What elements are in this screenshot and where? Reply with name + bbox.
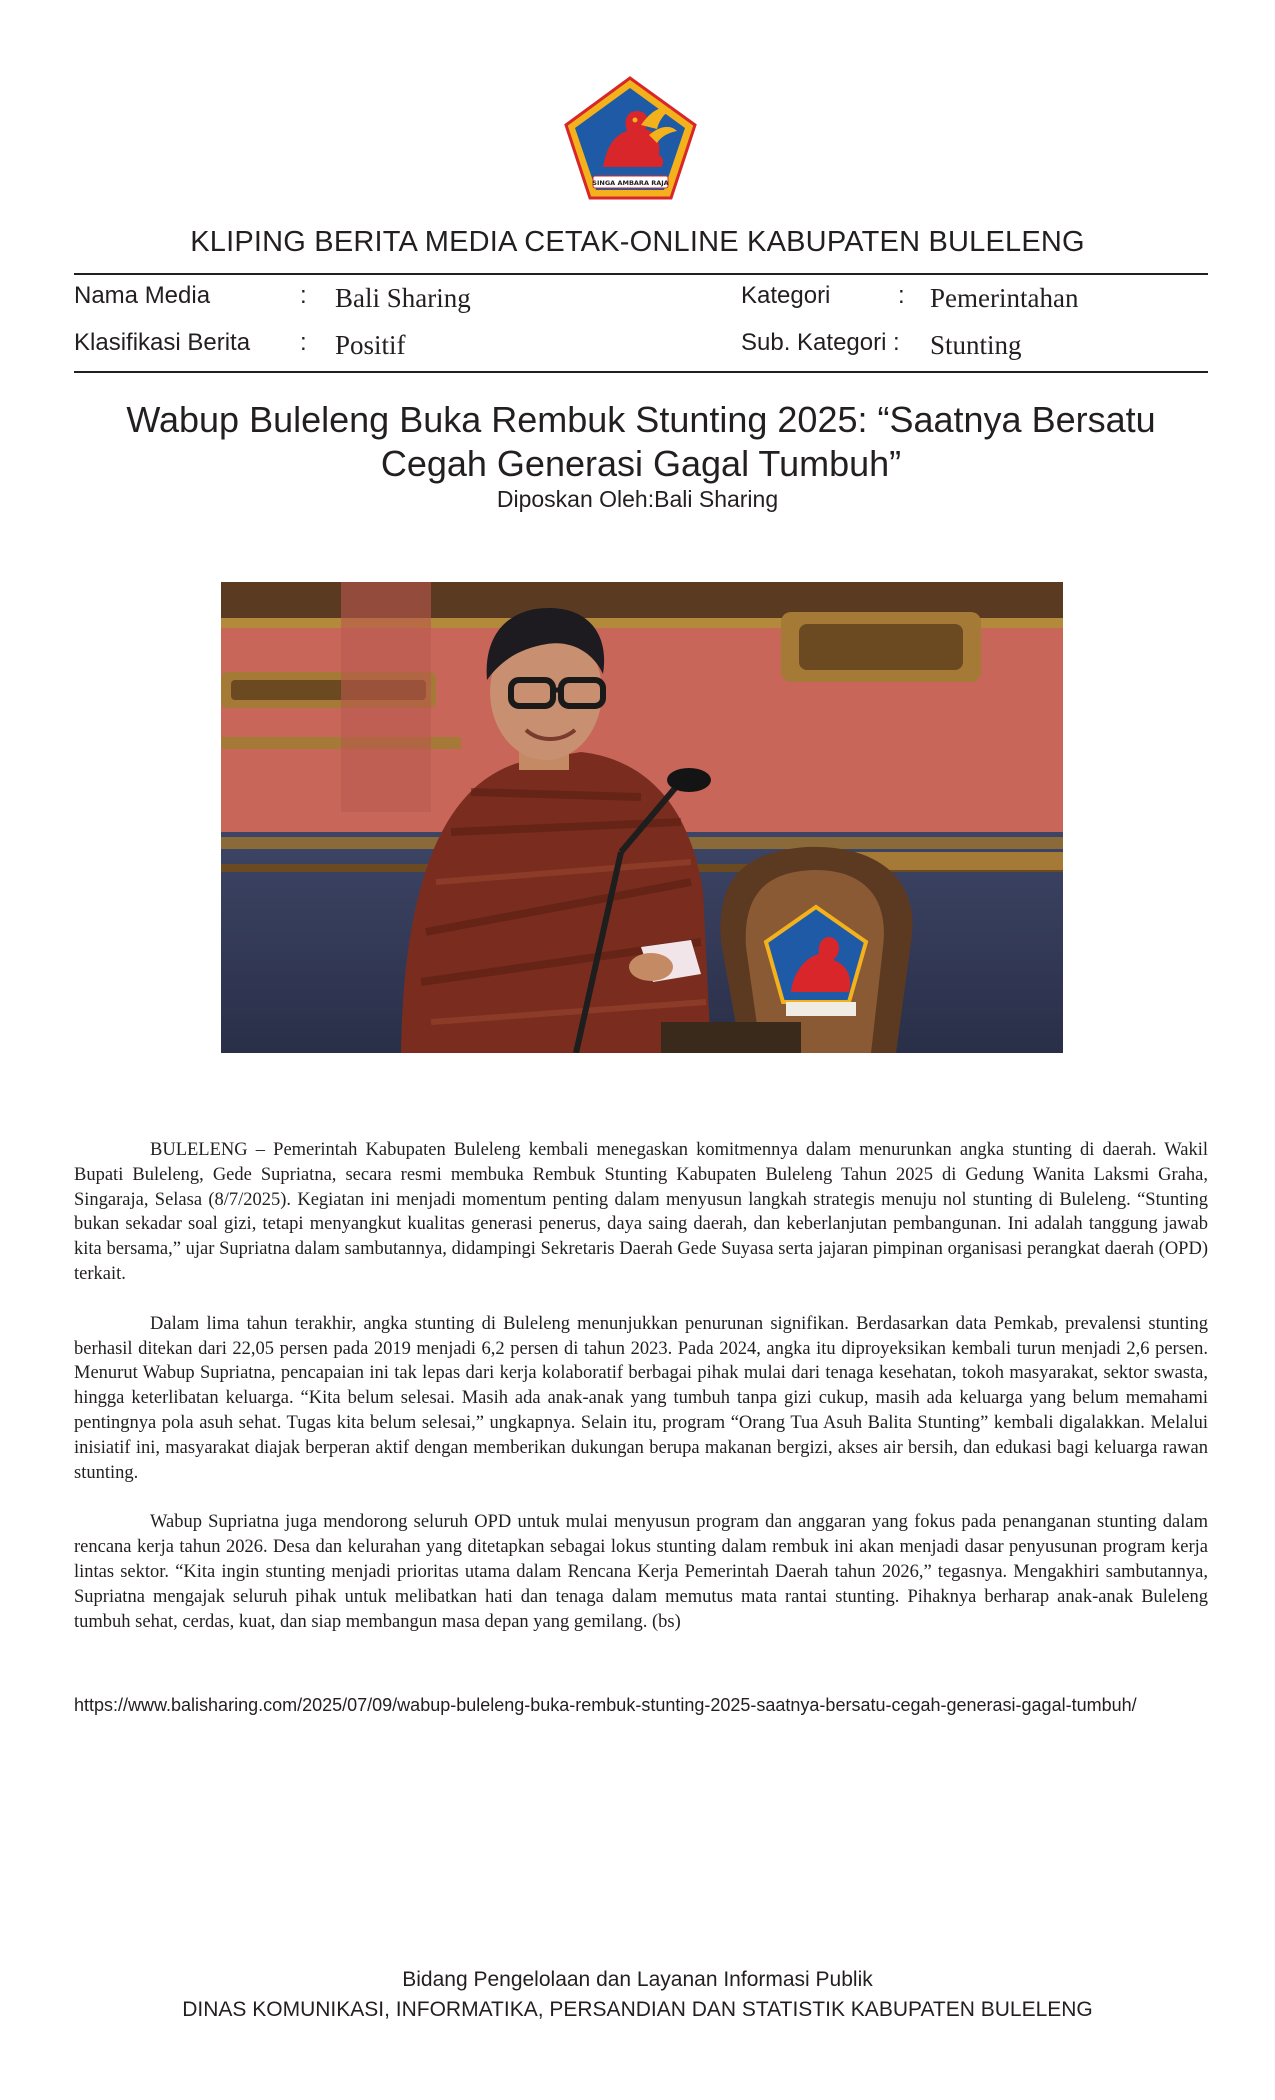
article-paragraph-2: Dalam lima tahun terakhir, angka stunting di Buleleng menunjukkan penurunan signifikan. Berdasarkan data Pemkab, prevalensi stunting berhasil ditekan dari 22,05 persen pada 2019 menjadi 6,2 persen di tahun 2023. Pada 2024, angka itu diproyeksikan kembali turun menjadi 2,6 persen. Menurut Wabup Supriatna, pencapaian ini tak lepas dari kerja kolaboratif berbagai pihak mulai dari tenaga kesehatan, tokoh masyarakat, sektor swasta, hingga keterlibatan keluarga. “Kita belum selesai. Masih ada anak-anak yang tumbuh tanpa gizi cukup, masih ada keluarga yang belum memahami pentingnya pola asuh sehat. Tugas kita belum selesai,” ungkapnya. Selain itu, program “Orang Tua Asuh Balita Stunting” kembali digalakkan. Melalui inisiatif ini, masyarakat diajak berperan aktif dengan memberikan dukungan berupa makanan bergizi, akses air bersih, dan edukasi bagi keluarga rawan stunting. — [74, 1313, 1208, 1483]
media-name-label: Nama Media — [74, 282, 211, 309]
emblem-motto: SINGA AMBARA RAJA — [592, 179, 669, 187]
subcategory-separator: : — [893, 329, 900, 356]
article-photo — [221, 582, 1063, 1053]
subcategory-label: Sub. Kategori — [741, 329, 887, 356]
footer-agency-name: DINAS KOMUNIKASI, INFORMATIKA, PERSANDIAN DAN STATISTIK KABUPATEN BULELENG — [182, 1998, 1093, 2021]
article-byline: Diposkan Oleh:Bali Sharing — [496, 486, 779, 512]
subcategory-value: Stunting — [930, 330, 1022, 360]
article-paragraph-1: BULELENG – Pemerintah Kabupaten Buleleng kembali menegaskan komitmennya dalam menurunkan angka stunting di daerah. Wakil Bupati Buleleng, Gede Supriatna, secara resmi membuka Rembuk Stunting Kabupaten Buleleng Tahun 2025 di Gedung Wanita Laksmi Graha, Singaraja, Selasa (8/7/2025). Kegiatan ini menjadi momentum penting dalam menyusun langkah strategis menuju nol stunting di Buleleng. “Stunting bukan sekadar soal gizi, tetapi menyangkut kualitas generasi penerus, daya saing daerah, dan keberlanjutan pembangunan. Ini adalah tanggung jawab kita bersama,” ujar Supriatna dalam sambutannya, didampingi Sekretaris Daerah Gede Suyasa serta jajaran pimpinan organisasi perangkat daerah (OPD) terkait. — [74, 1140, 1208, 1284]
footer-division-name: Bidang Pengelolaan dan Layanan Informasi Publik — [402, 1968, 873, 1991]
category-value: Pemerintahan — [930, 283, 1079, 313]
category-separator: : — [898, 282, 905, 309]
media-name-value: Bali Sharing — [335, 283, 471, 313]
news-classification-label: Klasifikasi Berita — [74, 329, 251, 356]
article-headline: Wabup Buleleng Buka Rembuk Stunting 2025: “Saatnya Bersatu Cegah Generasi Gagal Tumbuh” — [126, 399, 1156, 484]
category-label: Kategori — [741, 282, 831, 309]
media-name-separator: : — [300, 282, 307, 309]
article-body — [74, 1138, 1208, 1659]
news-classification-separator: : — [300, 329, 307, 356]
header-top-rule — [74, 273, 1208, 275]
news-classification-value: Positif — [335, 330, 406, 360]
clipping-header-title: KLIPING BERITA MEDIA CETAK-ONLINE KABUPATEN BULELENG — [190, 226, 1085, 258]
article-paragraph-3: Wabup Supriatna juga mendorong seluruh OPD untuk mulai menyusun program dan anggaran yang fokus pada penanganan stunting dalam rencana kerja tahun 2026. Desa dan kelurahan yang ditetapkan sebagai lokus stunting dalam rembuk ini akan menjadi dasar penyusunan program kerja lintas sektor. “Kita ingin stunting menjadi prioritas utama dalam Rencana Kerja Pemerintah Daerah tahun 2026,” tegasnya. Mengakhiri sambutannya, Supriatna mengajak seluruh pihak untuk melibatkan hati dan tenaga dalam memutus mata rantai stunting. Pihaknya berharap anak-anak Buleleng tumbuh sehat, cerdas, kuat, dan siap membangun masa depan yang gemilang. (bs) — [74, 1512, 1208, 1632]
header-bottom-rule — [74, 371, 1208, 373]
source-url-link[interactable]: https://www.balisharing.com/2025/07/09/wabup-buleleng-buka-rembuk-stunting-2025-saatnya-bersatu-cegah-generasi-gagal-tumbuh/ — [74, 1695, 1137, 1715]
buleleng-emblem-logo — [563, 75, 698, 201]
